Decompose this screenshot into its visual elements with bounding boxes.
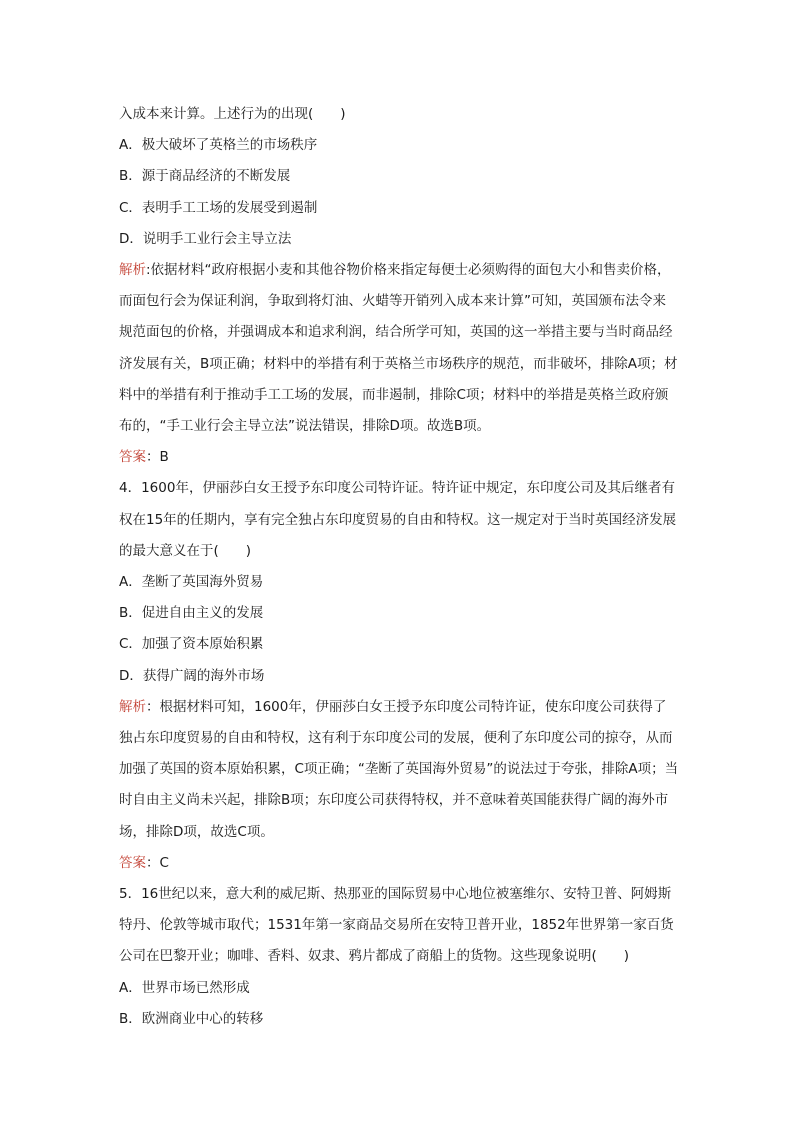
q3-option-c: C．表明手工工场的发展受到遏制 xyxy=(119,199,318,216)
q4-option-c: C．加强了资本原始积累 xyxy=(119,636,264,653)
q4-stem: 4．1600年，伊丽莎白女王授予东印度公司特许证。特许证中规定，东印度公司及其后继者有权在15年的任期内，享有完全独占东印度贸易的自由和特权。这一规定对于当时英国经济发展的最大意义在于( ) xyxy=(119,480,677,559)
q3-option-d: D．说明手工业行会主导立法 xyxy=(119,230,292,247)
q4-analysis-text: ：根据材料可知，1600年，伊丽莎白女王授予东印度公司特许证，使东印度公司获得了独占东印度贸易的自由和特权，这有利于东印度公司的发展，便利了东印度公司的掠夺，从而加强了英国的资本原始积累，C项正确；“垄断了英国海外贸易”的说法过于夸张，排除A项；当时自由主义尚未兴起，排除B项；东印度公司获得特权，并不意味着英国能获得广阔的海外市场，排除D项，故选C项。 xyxy=(119,698,679,840)
q4-analysis xyxy=(119,692,679,848)
q4-option-d: D．获得广阔的海外市场 xyxy=(119,667,265,684)
q3-analysis xyxy=(119,255,679,442)
q3-analysis-text: :依据材料“政府根据小麦和其他谷物价格来指定每便士必须购得的面包大小和售卖价格，而面包行会为保证利润，争取到将灯油、火蜡等开销列入成本来计算”可知，英国颁布法令来规范面包的价格，并强调成本和追求利润，结合所学可知，英国的这一举措主要与当时商品经济发展有关，B项正确；材料中的举措有利于英格兰市场秩序的规范，而非破坏，排除A项；材料中的举措有利于推动手工工场的发展，而非遏制，排除C项；材料中的举措是英格兰政府颁布的，“手工业行会主导立法”说法错误，排除D项。故选B项。 xyxy=(119,261,678,434)
q4-answer-label: 答案 xyxy=(119,854,146,871)
q4-answer-value: ：C xyxy=(146,854,169,871)
q3-analysis-label: 解析 xyxy=(119,261,146,278)
q5-option-b: B．欧洲商业中心的转移 xyxy=(119,1010,264,1027)
q3-answer-label: 答案 xyxy=(119,449,146,466)
q4-analysis-label: 解析 xyxy=(119,698,146,715)
q5-option-a: A．世界市场已然形成 xyxy=(119,979,250,996)
q3-answer xyxy=(119,442,679,473)
q5-stem: 5．16世纪以来，意大利的威尼斯、热那亚的国际贸易中心地位被塞维尔、安特卫普、阿姆斯特丹、伦敦等城市取代；1531年第一家商品交易所在安特卫普开业，1852年世界第一家百货公司在巴黎开业；咖啡、香料、奴隶、鸦片都成了商船上的货物。这些现象说明( ) xyxy=(119,885,674,965)
q4-answer xyxy=(119,848,679,879)
q3-stem-tail: 入成本来计算。上述行为的出现( ) xyxy=(119,106,346,122)
q3-answer-value: ：B xyxy=(146,449,169,466)
q3-option-a: A．极大破坏了英格兰的市场秩序 xyxy=(119,137,318,154)
q4-option-a: A．垄断了英国海外贸易 xyxy=(119,573,264,590)
q4-option-b: B．促进自由主义的发展 xyxy=(119,605,264,622)
q3-option-b: B．源于商品经济的不断发展 xyxy=(119,168,291,185)
document-page xyxy=(119,99,679,1035)
